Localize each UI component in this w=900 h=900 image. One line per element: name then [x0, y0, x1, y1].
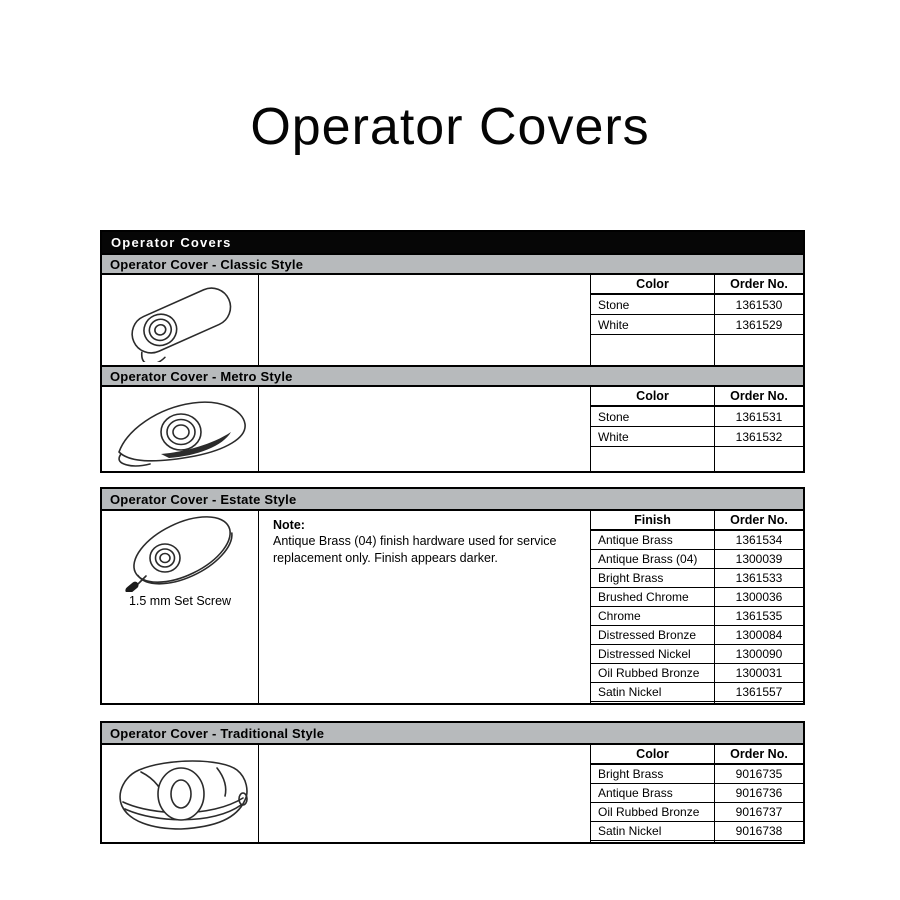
description-cell-classic	[259, 275, 590, 365]
description-cell-metro	[259, 387, 590, 471]
section-bar-estate: Operator Cover - Estate Style	[102, 489, 803, 511]
catalog-group-traditional	[100, 721, 805, 844]
color-cell: White	[591, 427, 715, 446]
column-header-order: Order No.	[730, 277, 788, 291]
column-header-finish: Finish	[591, 511, 715, 529]
traditional-cover-illustration	[102, 745, 259, 842]
order-cell: 1361530	[735, 297, 783, 312]
note-body: Antique Brass (04) finish hardware used for service replacement only. Finish appears darker.	[273, 534, 557, 565]
page-title: Operator Covers	[250, 98, 650, 156]
color-cell: Antique Brass	[591, 784, 715, 802]
metro-cover-illustration	[102, 387, 259, 471]
table-row	[591, 607, 803, 626]
description-cell-traditional	[259, 745, 590, 842]
order-cell: 1361532	[735, 429, 783, 444]
table-row	[591, 803, 803, 822]
color-cell: Stone	[591, 407, 715, 426]
table-row	[591, 295, 803, 315]
order-cell: 9016737	[735, 805, 783, 819]
empty-filler-row	[591, 447, 803, 471]
classic-cover-illustration	[102, 275, 259, 365]
order-cell: 9016735	[735, 767, 783, 781]
table-row	[591, 683, 803, 702]
column-header-color: Color	[591, 275, 715, 293]
order-cell: 1300090	[735, 647, 783, 661]
color-cell: White	[591, 315, 715, 334]
table-row	[591, 626, 803, 645]
order-cell: 1361531	[735, 409, 783, 424]
order-cell: 1300031	[735, 666, 783, 680]
order-cell: 1361534	[735, 533, 783, 547]
operator-covers-catalog	[100, 230, 805, 844]
column-header-color: Color	[591, 745, 715, 763]
subtable-header-row	[591, 511, 803, 531]
order-cell: 1361557	[735, 685, 783, 699]
subtable-classic	[590, 275, 803, 365]
table-row	[591, 550, 803, 569]
column-header-order: Order No.	[730, 747, 788, 761]
section-gap	[100, 473, 805, 487]
section-body-estate	[102, 511, 803, 703]
order-cell: 1300036	[735, 590, 783, 604]
color-cell: Oil Rubbed Bronze	[591, 803, 715, 821]
color-cell: Stone	[591, 295, 715, 314]
section-body-classic	[102, 275, 803, 365]
subtable-header-row	[591, 387, 803, 407]
order-cell: 1300084	[735, 628, 783, 642]
finish-cell: Distressed Nickel	[591, 645, 715, 663]
subtable-estate	[590, 511, 803, 703]
finish-cell: Oil Rubbed Bronze	[591, 664, 715, 682]
table-row	[591, 645, 803, 664]
subtable-header-row	[591, 745, 803, 765]
finish-cell: Antique Brass	[591, 531, 715, 549]
section-bar-classic: Operator Cover - Classic Style	[102, 253, 803, 275]
table-row	[591, 822, 803, 841]
finish-cell: Distressed Bronze	[591, 626, 715, 644]
note-title: Note:	[273, 518, 305, 532]
section-body-metro	[102, 387, 803, 471]
column-header-order: Order No.	[730, 513, 788, 527]
table-row	[591, 427, 803, 447]
empty-filler-row	[591, 841, 803, 842]
catalog-group-top	[100, 230, 805, 473]
empty-filler-row	[591, 335, 803, 365]
order-cell: 1361529	[735, 317, 783, 332]
column-header-color: Color	[591, 387, 715, 405]
finish-cell: Chrome	[591, 607, 715, 625]
section-bar-traditional: Operator Cover - Traditional Style	[102, 723, 803, 745]
set-screw-caption: 1.5 mm Set Screw	[128, 594, 232, 608]
order-cell: 9016736	[735, 786, 783, 800]
catalog-header-bar: Operator Covers	[102, 232, 803, 253]
table-row	[591, 531, 803, 550]
table-row	[591, 315, 803, 335]
section-gap	[100, 705, 805, 721]
table-row	[591, 588, 803, 607]
empty-filler-row	[591, 702, 803, 703]
table-row	[591, 407, 803, 427]
order-cell: 9016738	[735, 824, 783, 838]
catalog-group-estate	[100, 487, 805, 705]
finish-cell: Brushed Chrome	[591, 588, 715, 606]
table-row	[591, 784, 803, 803]
order-cell: 1300039	[735, 552, 783, 566]
table-row	[591, 765, 803, 784]
order-cell: 1361533	[735, 571, 783, 585]
section-bar-metro: Operator Cover - Metro Style	[102, 365, 803, 387]
finish-cell: Satin Nickel	[591, 683, 715, 701]
table-row	[591, 569, 803, 588]
section-body-traditional	[102, 745, 803, 842]
color-cell: Satin Nickel	[591, 822, 715, 840]
note-cell-estate	[259, 511, 590, 703]
estate-cover-illustration	[102, 511, 259, 703]
finish-cell: Antique Brass (04)	[591, 550, 715, 568]
column-header-order: Order No.	[730, 389, 788, 403]
table-row	[591, 664, 803, 683]
finish-cell: Bright Brass	[591, 569, 715, 587]
subtable-metro	[590, 387, 803, 471]
color-cell: Bright Brass	[591, 765, 715, 783]
subtable-traditional	[590, 745, 803, 842]
subtable-header-row	[591, 275, 803, 295]
order-cell: 1361535	[735, 609, 783, 623]
